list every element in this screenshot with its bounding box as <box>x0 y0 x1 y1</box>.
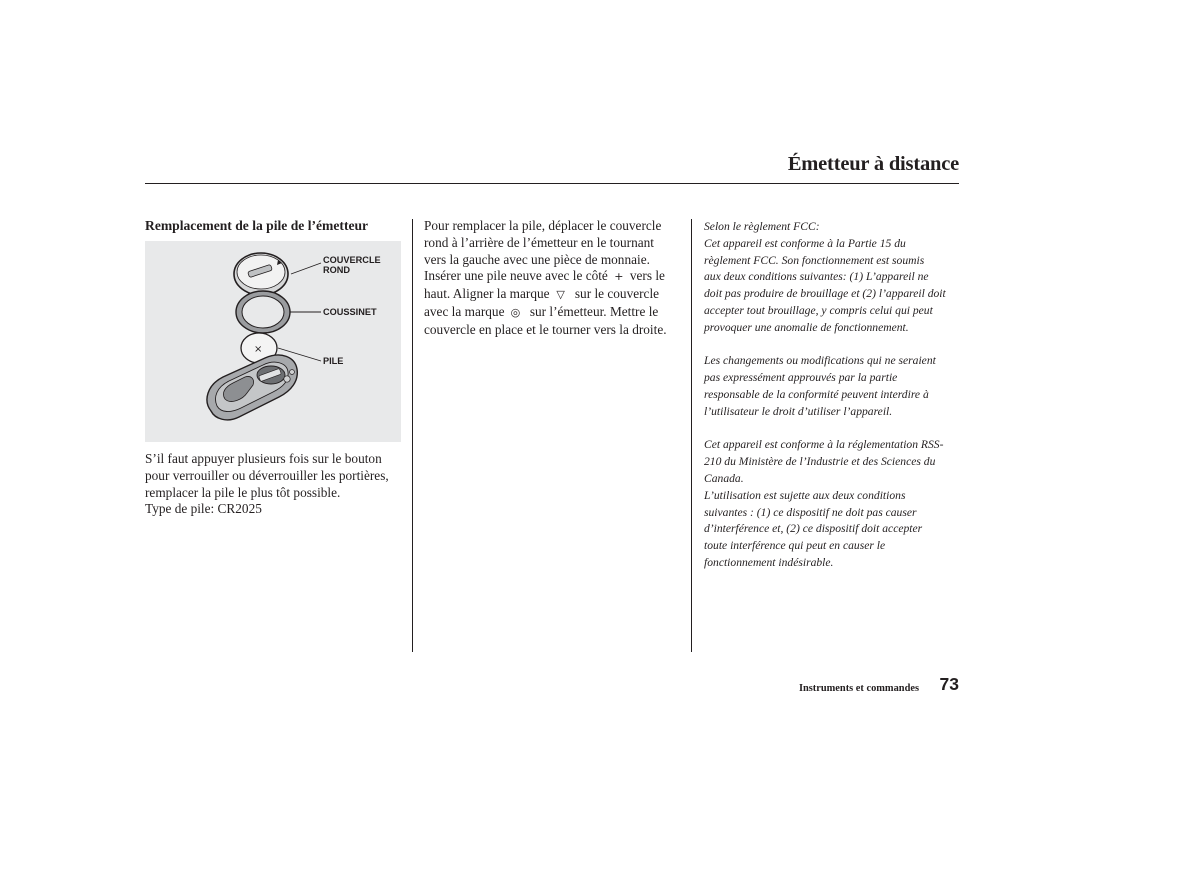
regulatory-notice <box>704 219 966 589</box>
instruction-line: Pour remplacer la pile, déplacer le couvercle <box>424 218 662 233</box>
instruction-line: vers la gauche avec une pièce de monnaie. <box>424 251 650 267</box>
cover-leader-line <box>291 263 321 274</box>
instruction-line: Insérer une pile neuve avec le côté + vers le <box>424 268 686 286</box>
replacement-instructions <box>424 218 686 339</box>
instruction-line: couvercle en place et le tourner vers la droite. <box>424 321 667 337</box>
triangle-mark-icon: ▽ <box>556 288 565 302</box>
battery-replacement-figure <box>145 241 401 442</box>
svg-text:×: × <box>254 344 263 355</box>
remote-transmitter-body <box>207 355 297 420</box>
cover-label: COUVERCLE ROND <box>323 255 381 275</box>
battery-type: Type de pile: CR2025 <box>145 501 262 517</box>
battery-label: PILE <box>323 356 344 366</box>
instruction-line: rond à l’arrière de l’émetteur en le tournant <box>424 234 654 250</box>
page-title: Émetteur à distance <box>787 153 959 175</box>
page-number: 73 <box>939 674 959 694</box>
round-cover-part <box>234 253 288 295</box>
instruction-line: haut. Aligner la marque ▽ sur le couvercle <box>424 286 686 304</box>
instruction-line: avec la marque ◎ sur l’émetteur. Mettre le <box>424 304 686 322</box>
section-heading: Remplacement de la pile de l’émetteur <box>145 218 369 233</box>
gasket-part <box>236 291 290 333</box>
fcc-paragraph: Selon le règlement FCC: Cet appareil est conforme à la Partie 15 du règlement FCC. Son fonctionnement est soumis aux deux conditions suivantes: (1) L’appareil ne doit pas produire de brouillage et (2) l’appareil doit accepter tout brouillage, y compris celui qui peut provoquer une anomalie de fonctionnement. <box>704 220 946 334</box>
title-rule <box>145 183 959 184</box>
note-line: remplacer la pile le plus tôt possible. <box>145 484 341 500</box>
canada-paragraph: Cet appareil est conforme à la réglementation RSS- 210 du Ministère de l’Industrie et des Sciences du Canada. L’utilisation est sujette aux deux conditions suivantes : (1) ce dispositif ne doit pas causer d’interférence et, (2) ce dispositif doit accepter toute interférence qui peut en causer le fonctionnement indésirable. <box>704 438 944 569</box>
column-divider-left <box>412 219 413 652</box>
note-line: pour verrouiller ou déverrouiller les portières, <box>145 467 389 483</box>
note-line: S’il faut appuyer plusieurs fois sur le bouton <box>145 451 382 466</box>
column-divider-right <box>691 219 692 652</box>
circle-mark-icon: ◎ <box>510 305 521 319</box>
plus-side-icon: + <box>614 270 624 284</box>
footer-section-name: Instruments et commandes <box>798 683 919 694</box>
battery-note <box>145 451 407 518</box>
modifications-paragraph: Les changements ou modifications qui ne seraient pas expressément approuvés par la partie responsable de la conformité peuvent interdire à l’utilisateur le droit d’utiliser l’appareil. <box>704 354 936 418</box>
gasket-label: COUSSINET <box>323 307 377 317</box>
